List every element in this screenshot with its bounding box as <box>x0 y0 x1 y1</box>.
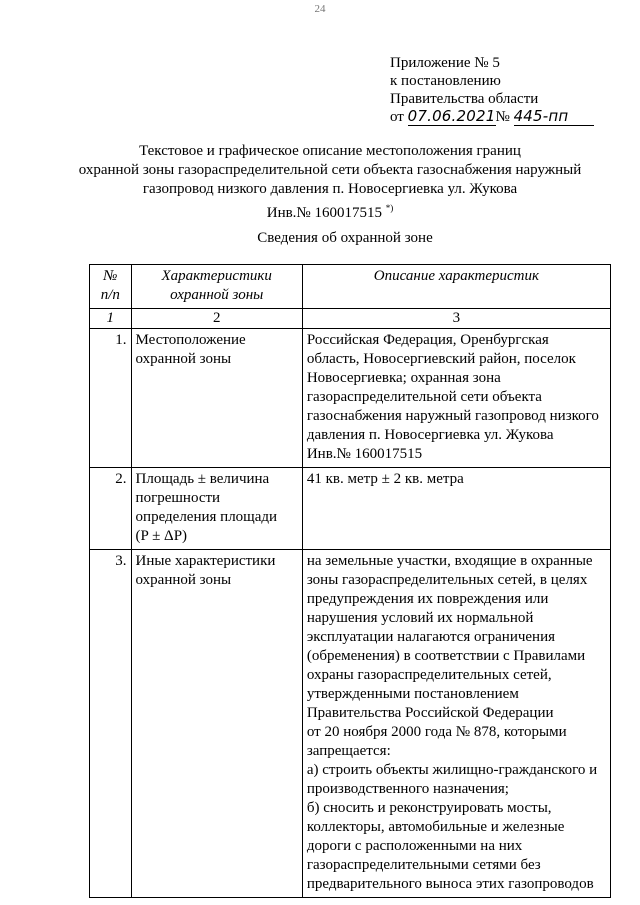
row-description: на земельные участки, входящие в охранные зоны газораспределительных сетей, в целях предупреждения их повреждения или нарушения условий их нормальной эксплуатации налагаются ограничения (обременения) в соответствии с Правилами охраны газораспределительных сетей, утвержденными постановлением Правительства Российской Федерации от 20 ноября 2000 года № 878, которыми запрещается: а) строить объекты жилищно-гражданского и производственного назначения; б) сносить и реконструировать мосты, коллекторы, автомобильные и железные дороги с расположенными на них газораспределительными сетями без предварительного выноса этих газопроводов <box>302 550 610 898</box>
inventory-number: Инв.№ 160017515 <box>266 205 382 221</box>
row-characteristic: Местоположение охранной зоны <box>131 329 302 468</box>
title-line-2: охранной зоны газораспределительной сети объекта газоснабжения наружный <box>78 162 582 178</box>
table-row <box>90 329 611 468</box>
header-description: Описание характеристик <box>302 265 610 309</box>
title-line-4 <box>60 199 600 223</box>
protection-zone-table <box>89 264 611 898</box>
row-description: Российская Федерация, Оренбургская область, Новосергиевский район, поселок Новосергиевка; охранная зона газораспределительной сети объекта газоснабжения наружный газопровод низкого давления п. Новосергиевка ул. Жукова Инв.№ 160017515 <box>302 329 610 468</box>
appendix-date-line <box>390 108 594 126</box>
row-number: 1. <box>90 329 132 468</box>
title-line-1: Текстовое и графическое описание местоположения границ <box>139 143 521 159</box>
appendix-no: № <box>495 109 510 125</box>
header-number: № п/п <box>90 265 132 309</box>
appendix-date: 07.06.2021 <box>407 107 496 125</box>
footnote-mark: *) <box>385 203 394 213</box>
appendix-date-underline <box>408 109 496 126</box>
appendix-line-1: Приложение № 5 <box>390 55 500 71</box>
appendix-number: 445-пп <box>513 107 569 125</box>
column-number-1: 1 <box>90 309 132 329</box>
document-title <box>60 142 600 223</box>
appendix-block <box>390 54 594 126</box>
table-header-row <box>90 265 611 309</box>
appendix-line-3: Правительства области <box>390 91 539 107</box>
section-subtitle: Сведения об охранной зоне <box>257 230 433 246</box>
appendix-ot: от <box>390 109 404 125</box>
row-characteristic: Иные характеристики охранной зоны <box>131 550 302 898</box>
table-column-numbers-row <box>90 309 611 329</box>
row-number: 3. <box>90 550 132 898</box>
column-number-3: 3 <box>302 309 610 329</box>
row-number: 2. <box>90 468 132 550</box>
header-characteristics: Характеристики охранной зоны <box>131 265 302 309</box>
table-row <box>90 550 611 898</box>
column-number-2: 2 <box>131 309 302 329</box>
title-line-3: газопровод низкого давления п. Новосергиевка ул. Жукова <box>142 181 518 197</box>
row-characteristic: Площадь ± величина погрешности определения площади (P ± ΔP) <box>131 468 302 550</box>
page-number: 24 <box>314 3 326 15</box>
appendix-line-2: к постановлению <box>390 73 501 89</box>
appendix-number-underline <box>514 109 594 126</box>
row-description: 41 кв. метр ± 2 кв. метра <box>302 468 610 550</box>
table-row <box>90 468 611 550</box>
